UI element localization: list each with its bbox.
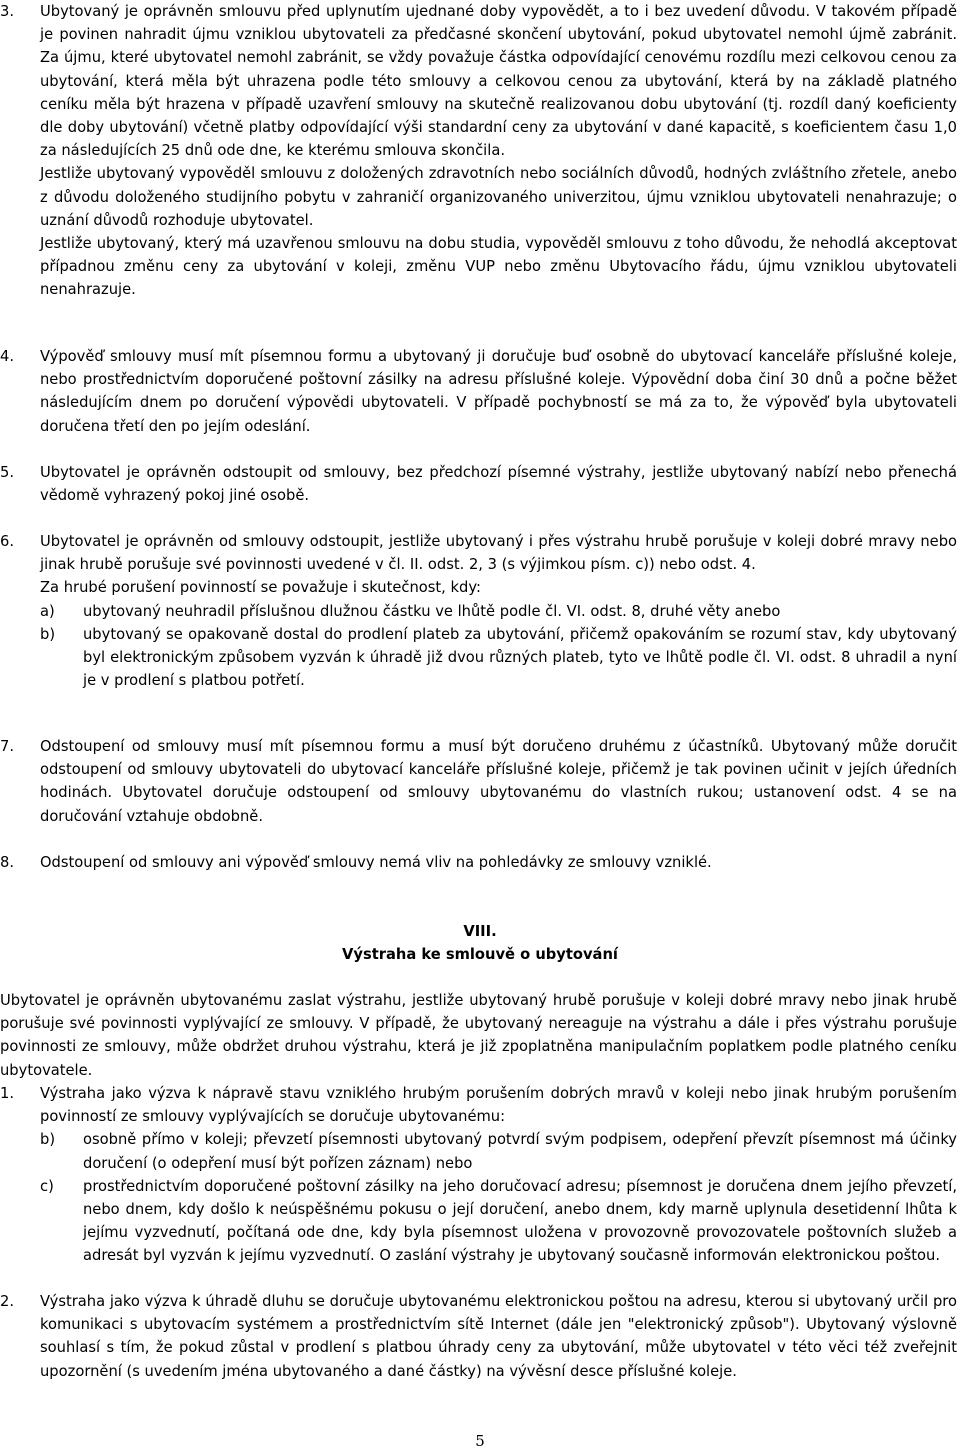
item-body xyxy=(40,345,957,438)
article-item-5 xyxy=(0,461,957,507)
item-number: 4. xyxy=(0,348,15,365)
article-item-3 xyxy=(0,0,957,302)
article-item-4 xyxy=(0,345,957,438)
sub-item-text: osobně přímo v koleji; převzetí písemnosti ubytovaný potvrdí svým podpisem, odepření převzít písemnost má účinky doručení (o odepření musí být pořízen záznam) nebo xyxy=(83,1131,957,1172)
sub-item-label: b) xyxy=(40,625,56,643)
item-body xyxy=(40,735,957,828)
page-number: 5 xyxy=(475,1432,485,1450)
item-paragraph: Jestliže ubytovaný, který má uzavřenou smlouvu na dobu studia, vypověděl smlouvu z toho důvodu, že nehodlá akceptovat případnou změnu ceny za ubytování v koleji, změnu VUP nebo změnu Ubytovacího řádu, újmu vzniklou ubytovateli nenahrazuje. xyxy=(40,235,957,299)
sub-item-label: c) xyxy=(40,1177,54,1195)
warning-item-2 xyxy=(0,1290,957,1383)
warning-item-1 xyxy=(0,1082,957,1268)
item-paragraph: Ubytovaný je oprávněn smlouvu před uplynutím ujednané doby vypovědět, a to i bez uvedení důvodu. V takovém případě je povinen nahradit újmu vzniklou ubytovateli za předčasné skončení ubytování, pokud ubytovatel nemohl újmě zabránit. Za újmu, které ubytovatel nemohl zabránit, se vždy považuje částka odpovídající cenovému rozdílu mezi celkovou cenou za ubytování, která měla být uhrazena podle této smlouvy a celkovou cenou za ubytování, která by na základě platného ceníku měla být hrazena v případě uzavření smlouvy na skutečně realizovanou dobu ubytování (tj. rozdíl daný koeficienty dle doby ubytování) včetně platby odpovídající výši standardní ceny za ubytování v dané kapacitě, s koeficientem času 1,0 za následujících 25 dnů ode dne, ke kterému smlouva skončila. xyxy=(40,3,957,160)
sub-item-text: ubytovaný se opakovaně dostal do prodlení plateb za ubytování, přičemž opakováním se rozumí stav, kdy ubytovaný byl elektronickým způsobem vyzván k úhradě již dvou různých plateb, tyto ve lhůtě podle čl. VI. odst. 8 uhradil a nyní je v prodlení s platbou potřetí. xyxy=(83,625,957,690)
item-body: Výstraha jako výzva k úhradě dluhu se doručuje ubytovanému elektronickou poštou na adresu, kterou si ubytovaný určil pro komunikaci s ubytovacím systémem a prostřednictvím sítě Internet (dále jen "elektronický způsob"). Ubytovaný výslovně souhlasí s tím, že pokud zůstal v prodlení s platbou úhrady ceny za ubytování, může ubytovatel v této věci též zveřejnit upozornění (s uvedením jména ubytovaného a dané částky) na vývěsní desce příslušné koleje. xyxy=(40,1293,957,1380)
sub-item-b xyxy=(0,1128,957,1174)
article-item-6 xyxy=(0,530,957,692)
item-number: 7. xyxy=(0,738,15,755)
sub-item-label: b) xyxy=(40,1131,56,1149)
article-item-8 xyxy=(0,851,957,874)
sub-item-text: ubytovaný neuhradil příslušnou dlužnou částku ve lhůtě podle čl. VI. odst. 8, druhé věty anebo xyxy=(83,602,781,620)
item-paragraph: Odstoupení od smlouvy ani výpověď smlouvy nemá vliv na pohledávky ze smlouvy vzniklé. xyxy=(40,854,712,871)
item-body xyxy=(40,461,957,507)
item-paragraph: Odstoupení od smlouvy musí mít písemnou formu a musí být doručeno druhému z účastníků. Ubytovaný může doručit odstoupení od smlouvy ubytovateli do ubytovací kanceláře příslušné koleje, přičemž je tak povinen učinit v jejích úředních hodinách. Ubytovatel doručuje odstoupení od smlouvy ubytovanému do vlastních rukou; ustanovení odst. 4 se na doručování vztahuje obdobně. xyxy=(40,738,957,825)
item-number: 8. xyxy=(0,854,15,871)
item-paragraph: Výpověď smlouvy musí mít písemnou formu a ubytovaný ji doručuje buď osobně do ubytovací kanceláře příslušné koleje, nebo prostřednictvím doporučené poštovní zásilky na adresu příslušné koleje. Výpovědní doba činí 30 dnů a počne běžet následujícím dnem po doručení výpovědi ubytovateli. V případě pochybností se má za to, že výpověď byla ubytovateli doručena třetí den po jejím odeslání. xyxy=(40,348,957,435)
item-number: 6. xyxy=(0,533,15,550)
section-title: Výstraha ke smlouvě o ubytování xyxy=(342,946,618,963)
section-intro: Ubytovatel je oprávněn ubytovanému zaslat výstrahu, jestliže ubytovaný hrubě porušuje v koleji dobré mravy nebo jinak hrubě porušuje své povinnosti vyplývající ze smlouvy. V případě, že ubytovaný nereaguje na výstrahu a dále i přes výstrahu porušuje povinnosti ze smlouvy, může obdržet druhou výstrahu, která je již zpoplatněna manipulačním poplatkem podle platného ceníku ubytovatele. xyxy=(0,992,957,1079)
item-number: 5. xyxy=(0,464,15,481)
sub-item-a xyxy=(0,600,957,623)
article-item-7 xyxy=(0,735,957,828)
section-number: VIII. xyxy=(463,923,497,940)
item-body: Výstraha jako výzva k nápravě stavu vzniklého hrubým porušením dobrých mravů v koleji nebo jinak hrubým porušením povinností ze smlouvy vyplývajících se doručuje ubytovanému: xyxy=(40,1085,957,1126)
item-paragraph: Ubytovatel je oprávněn odstoupit od smlouvy, bez předchozí písemné výstrahy, jestliže ubytovaný nabízí nebo přenechá vědomě vyhrazený pokoj jiné osobě. xyxy=(40,464,957,505)
item-paragraph: Jestliže ubytovaný vypověděl smlouvu z doložených zdravotních nebo sociálních důvodů, hodných zvláštního zřetele, anebo z důvodu doloženého studijního pobytu v zahraničí organizovaného univerzitou, újmu vzniklou ubytovateli nenahrazuje; o uznání důvodů rozhoduje ubytovatel. xyxy=(40,165,957,229)
sub-item-label: a) xyxy=(40,602,55,620)
sub-item-b xyxy=(0,623,957,693)
sub-item-c xyxy=(0,1175,957,1268)
item-number: 2. xyxy=(0,1293,15,1310)
item-number: 3. xyxy=(0,3,15,20)
item-body xyxy=(40,0,957,302)
sub-item-text: prostřednictvím doporučené poštovní zásilky na jeho doručovací adresu; písemnost je doručena dnem jejího převzetí, nebo dnem, kdy došlo k neúspěšnému pokusu o její doručení, anebo dnem, kdy marně uplynula desetidenní lhůta k jejímu vyzvednutí, počítaná ode dne, kdy byla písemnost uložena v provozovně provozovatele poštovních služeb a adresát byl vyzván k jejímu vyzvednutí. O zaslání výstrahy je ubytovaný současně informován elektronickou poštou. xyxy=(83,1177,957,1265)
item-body xyxy=(40,530,957,600)
item-paragraph: Ubytovatel je oprávněn od smlouvy odstoupit, jestliže ubytovaný i přes výstrahu hrubě porušuje v koleji dobré mravy nebo jinak hrubě porušuje své povinnosti uvedené v čl. II. odst. 2, 3 (s výjimkou písm. c)) nebo odst. 4. xyxy=(40,533,957,574)
item-paragraph: Za hrubé porušení povinností se považuje i skutečnost, kdy: xyxy=(40,579,481,597)
item-body xyxy=(40,851,957,874)
item-number: 1. xyxy=(0,1085,15,1102)
